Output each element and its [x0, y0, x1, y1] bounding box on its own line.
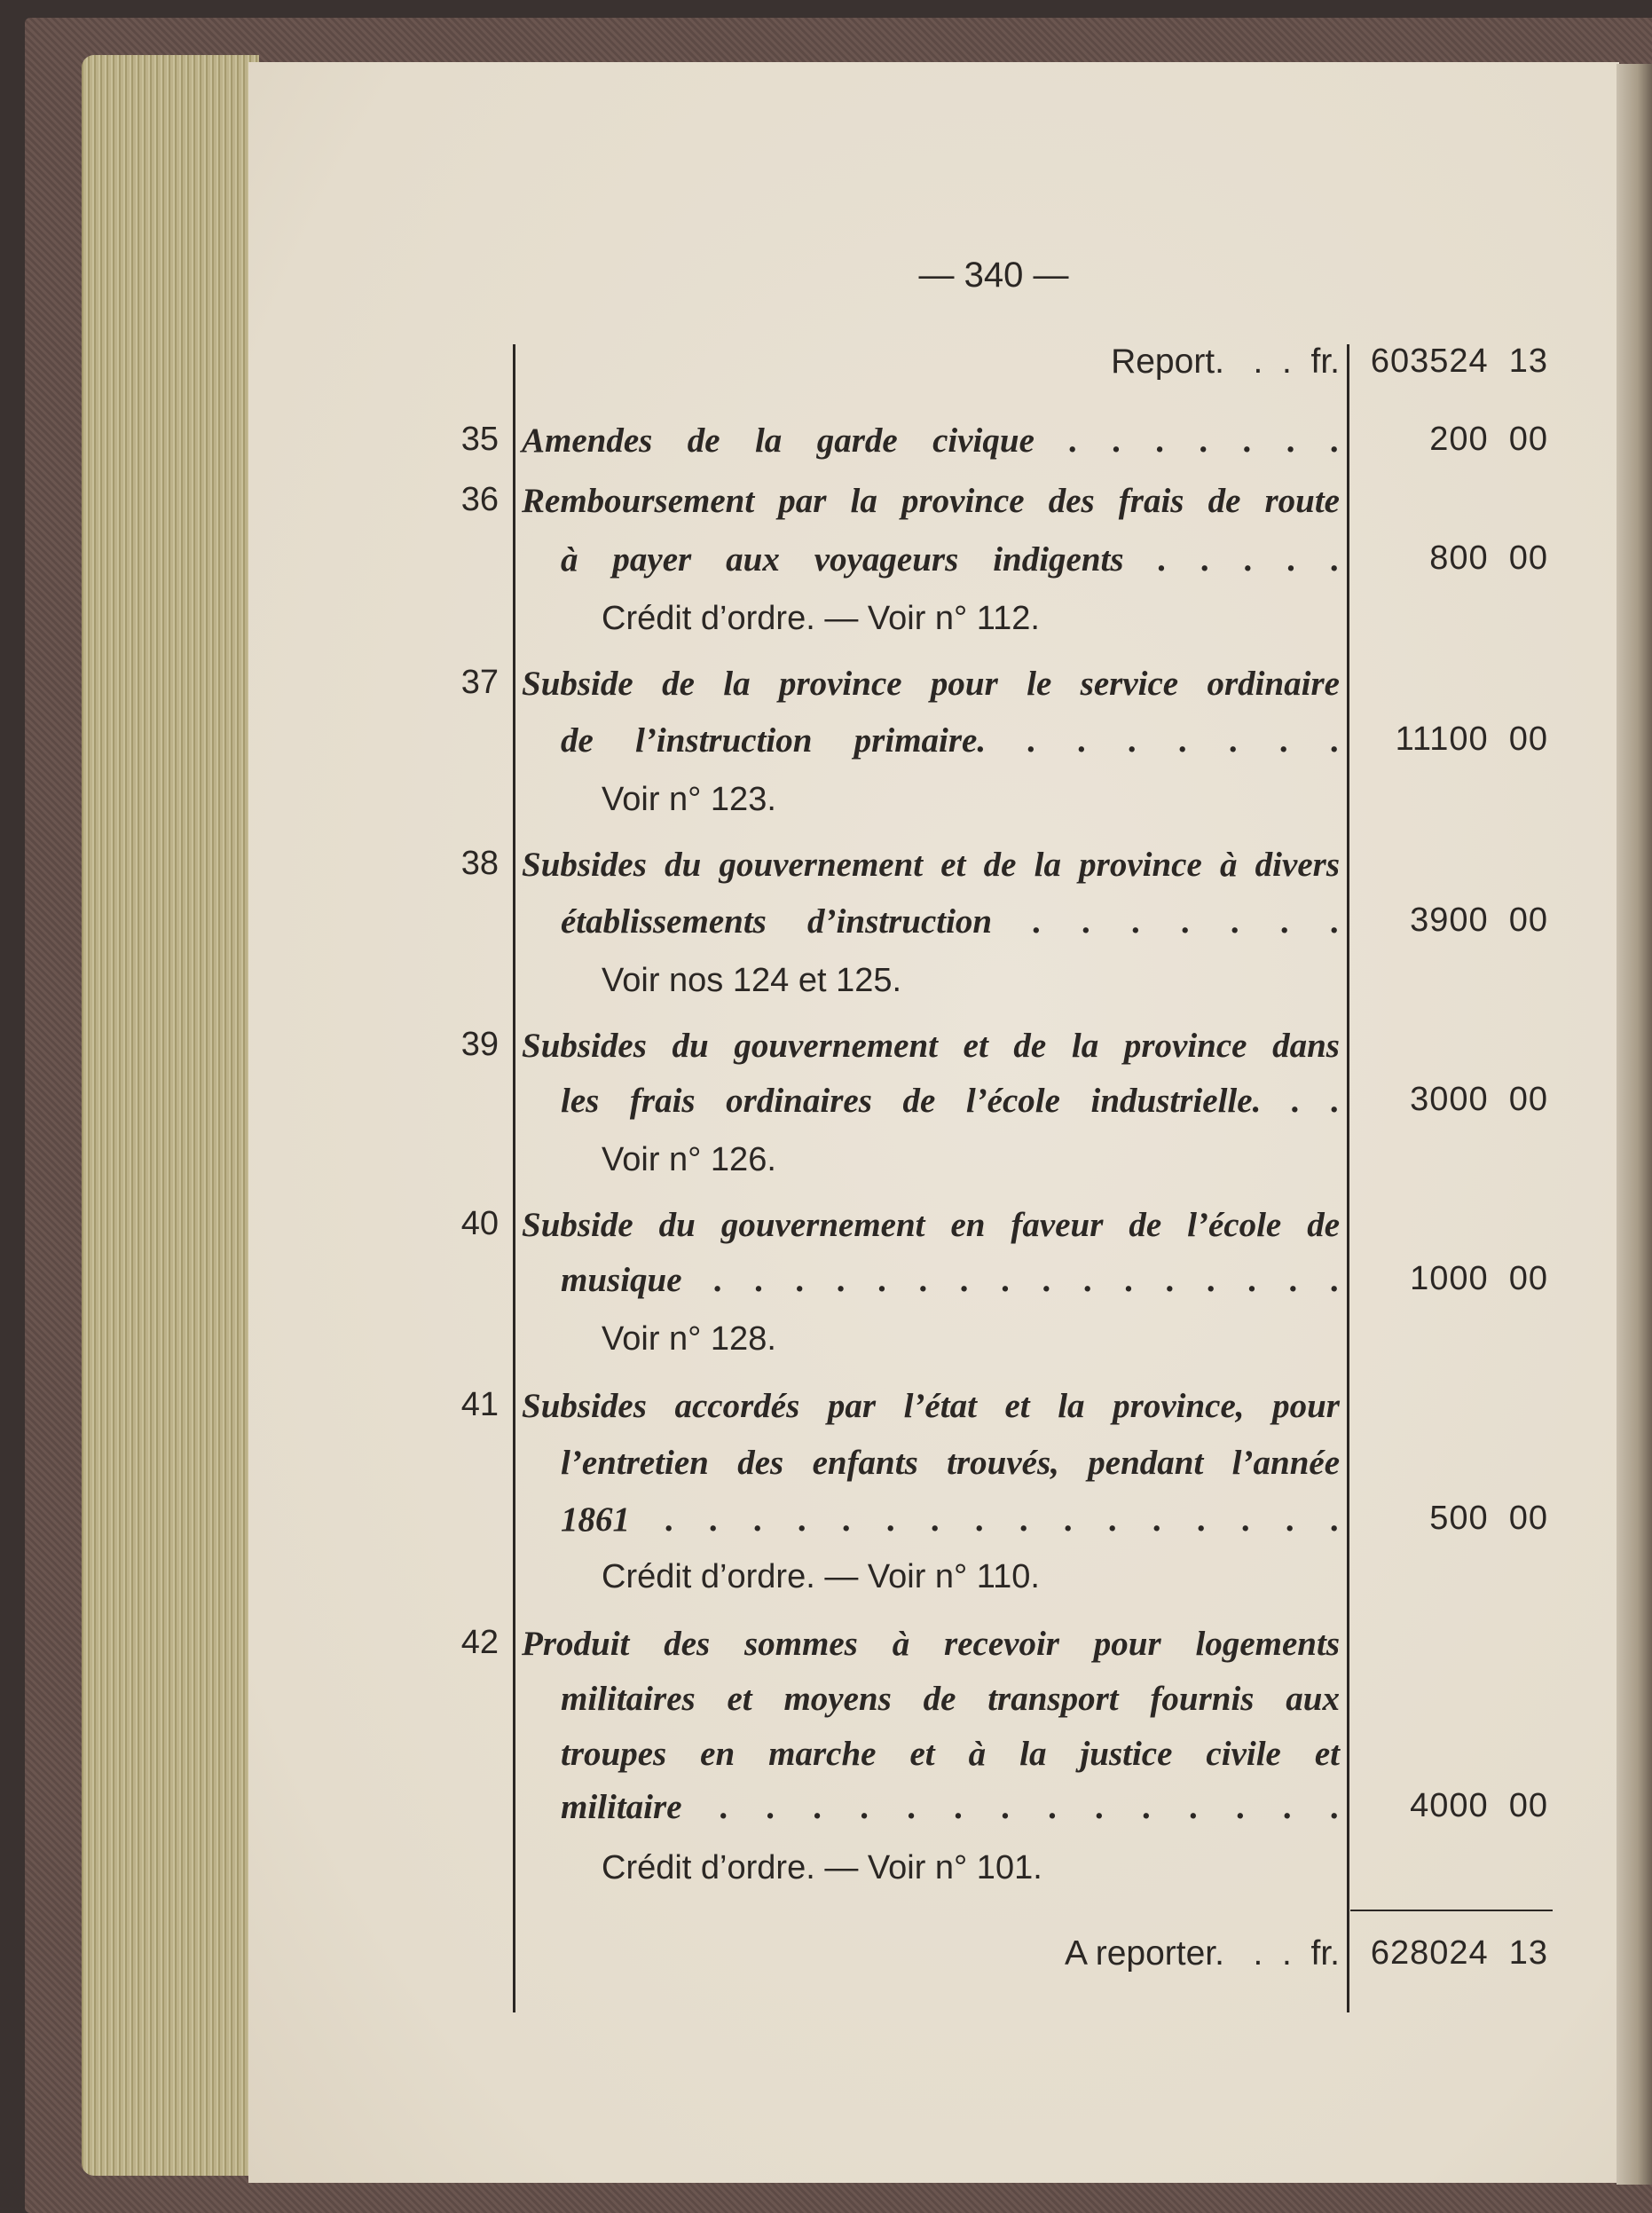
entry-line: Produit des sommes à recevoir pour logements: [522, 1625, 1340, 1663]
entry-number: 37: [460, 664, 499, 701]
entry-amount: 200 00: [1429, 421, 1548, 458]
entry-amount: 3900 00: [1410, 902, 1548, 939]
entry-line: à payer aux voyageurs indigents . . . . .: [561, 540, 1340, 579]
entry-reference: Voir n° 126.: [602, 1141, 776, 1178]
entry-line: les frais ordinaires de l’école industrielle. . .: [561, 1082, 1340, 1120]
report-amount: 603524 13: [1370, 343, 1548, 380]
entry-amount: 3000 00: [1410, 1081, 1548, 1118]
entry-reference: Voir n° 123.: [602, 781, 776, 818]
entry-line: musique . . . . . . . . . . . . . . . .: [561, 1261, 1340, 1299]
entry-line: 1861 . . . . . . . . . . . . . . . .: [561, 1500, 1340, 1539]
entry-number: 36: [460, 481, 499, 518]
entry-number: 38: [460, 845, 499, 882]
entry-reference: Crédit d’ordre. — Voir n° 110.: [602, 1558, 1040, 1595]
entry-amount: 4000 00: [1410, 1787, 1548, 1824]
total-rule: [1350, 1910, 1553, 1911]
entry-number: 35: [460, 421, 499, 458]
entry-line: militaires et moyens de transport fournis aux: [561, 1680, 1340, 1718]
entry-number: 42: [460, 1624, 499, 1661]
entry-amount: 11100 00: [1395, 721, 1548, 758]
book-gutter: [1617, 64, 1652, 2185]
entry-number: 39: [460, 1026, 499, 1063]
entry-number: 40: [460, 1205, 499, 1242]
reference-text: Voir nos 124 et 125.: [602, 962, 902, 999]
left-column-rule: [513, 344, 515, 2012]
entry-reference: Crédit d’ordre. — Voir n° 101.: [602, 1849, 1042, 1886]
entry-line: Subsides du gouvernement et de la province dans: [522, 1027, 1340, 1065]
entry-line: de l’instruction primaire. . . . . . . .: [561, 721, 1340, 760]
page-number: — 340 —: [918, 256, 1069, 295]
entry-amount: 500 00: [1429, 1500, 1548, 1537]
carry-forward-amount: 628024 13: [1370, 1934, 1548, 1972]
entry-line: Amendes de la garde civique . . . . . . .: [522, 421, 1340, 460]
entry-number: 41: [460, 1386, 499, 1423]
entry-line: l’entretien des enfants trouvés, pendant l’année: [561, 1444, 1340, 1482]
report-label: Report. . . fr.: [1111, 343, 1340, 381]
entry-line: troupes en marche et à la justice civile et: [561, 1735, 1340, 1773]
carry-forward-label: A reporter. . . fr.: [1065, 1934, 1340, 1973]
entry-line: Subside du gouvernement en faveur de l’école de: [522, 1206, 1340, 1244]
entry-line: Subsides accordés par l’état et la province, pour: [522, 1387, 1340, 1425]
entry-reference: Voir n° 128.: [602, 1320, 776, 1358]
right-column-rule: [1347, 344, 1349, 2012]
entry-line: Remboursement par la province des frais de route: [522, 482, 1340, 520]
entry-line: Subside de la province pour le service ordinaire: [522, 665, 1340, 703]
entry-amount: 1000 00: [1410, 1260, 1548, 1297]
page-edges: [82, 55, 259, 2176]
entry-line: Subsides du gouvernement et de la province à divers: [522, 846, 1340, 884]
entry-reference: Crédit d’ordre. — Voir n° 112.: [602, 600, 1040, 637]
entry-amount: 800 00: [1429, 539, 1548, 577]
entry-line: militaire . . . . . . . . . . . . . .: [561, 1788, 1340, 1826]
entry-line: établissements d’instruction . . . . . . .: [561, 902, 1340, 941]
entry-reference: [602, 962, 901, 1000]
